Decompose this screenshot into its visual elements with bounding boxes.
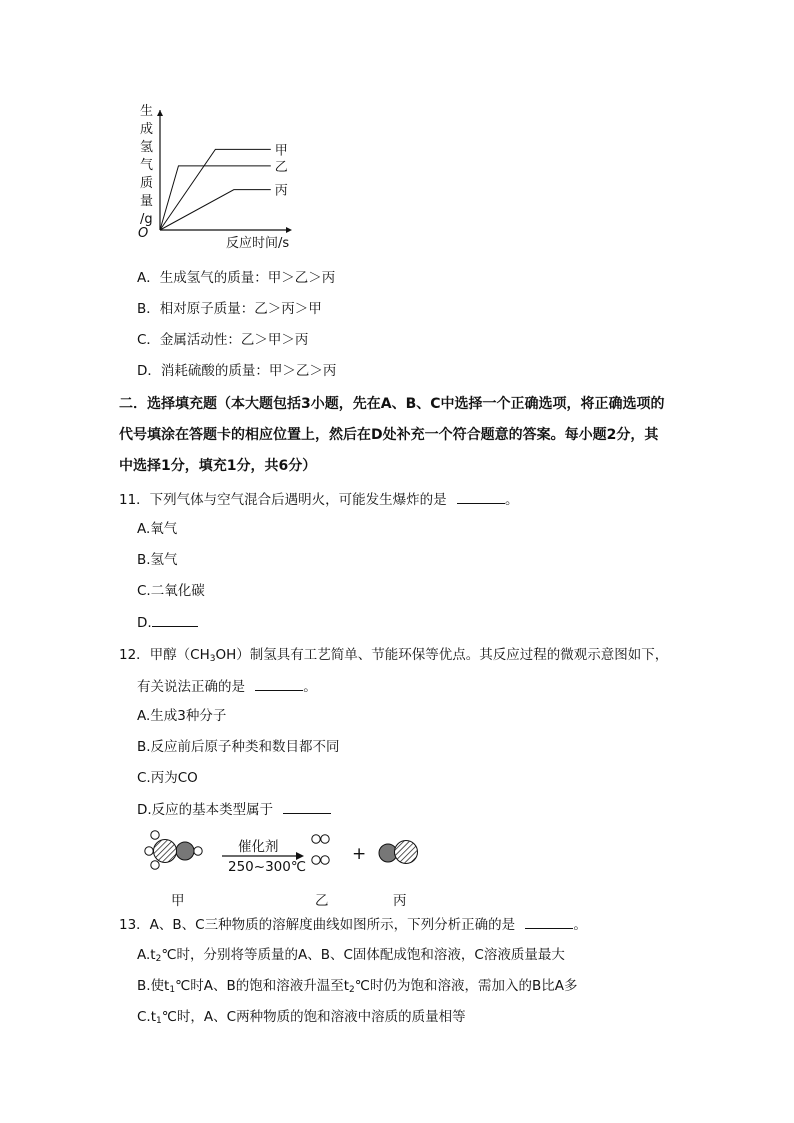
q12-period: 。	[303, 679, 317, 695]
q13-stem	[119, 914, 587, 935]
x-axis-arrow	[286, 227, 292, 233]
q11-option-d-blank[interactable]	[152, 612, 198, 627]
series-line-3	[160, 190, 271, 230]
q12-stem-part1: 12．甲醇（CH	[119, 647, 210, 663]
q13-option-b-part1: B.使t	[137, 978, 170, 994]
section2-header-line2: 代号填涂在答题卡的相应位置上，然后在D处补充一个符合题意的答案。每小题2分，其	[119, 427, 659, 443]
y-axis-label-char: 成	[140, 122, 154, 137]
q12-option-c: C.丙为CO	[137, 770, 198, 786]
q12-stem-part2: OH）制氢具有工艺简单、节能环保等优点。其反应过程的微观示意图如下，	[215, 647, 669, 663]
q13-option-c-part1: C.t	[137, 1009, 157, 1025]
q13-period: 。	[573, 917, 587, 933]
q11-option-b: B.氢气	[137, 552, 178, 568]
q13-option-a-sub: 2	[155, 954, 162, 964]
x-axis-label: 反应时间/s	[226, 236, 290, 251]
methanol-molecule	[145, 831, 202, 869]
series-label-2: 乙	[274, 159, 288, 175]
q13-option-b-sub2: 2	[349, 985, 355, 995]
q13-option-c	[137, 1007, 466, 1027]
q12-option-d-label: D.反应的基本类型属于	[137, 802, 274, 818]
q11-option-a: A.氧气	[137, 521, 178, 537]
q11-answer-blank[interactable]	[457, 489, 505, 504]
q12-stem2-text: 有关说法正确的是	[137, 679, 245, 695]
q12-stem-subscript: 3	[209, 654, 216, 664]
y-axis-label-char: 氢	[140, 140, 154, 155]
q12-option-d-blank[interactable]	[283, 799, 331, 814]
reaction-molecules	[130, 826, 430, 886]
q10-option-b: B．相对原子质量：乙＞丙＞甲	[137, 301, 322, 317]
q11-period: 。	[504, 492, 519, 508]
section2-header-line1: 二．选择填充题（本大题包括3小题，先在A、B、C中选择一个正确选项，将正确选项的	[119, 396, 665, 412]
reaction-micro-diagram	[130, 826, 430, 916]
q11-option-d-label: D.	[137, 615, 152, 631]
q13-option-b-part3: ℃时仍为饱和溶液，需加入的B比A多	[354, 978, 578, 994]
q13-option-a-part1: A.t	[137, 947, 156, 963]
y-axis-label-char: 质	[140, 176, 154, 191]
q13-option-b-part2: ℃时A、B的饱和溶液升温至t	[175, 978, 350, 994]
q11-stem	[119, 489, 518, 510]
label-jia: 甲	[171, 893, 185, 909]
hydrogen-mass-chart	[130, 100, 330, 260]
y-axis-label-char: 量	[140, 194, 154, 209]
y-axis-arrow	[157, 110, 163, 116]
plus-sign: +	[352, 844, 367, 864]
q12-option-d	[137, 799, 331, 820]
q12-stem-line2	[137, 676, 317, 697]
q11-option-c: C.二氧化碳	[137, 583, 205, 599]
q12-stem-line1	[119, 645, 668, 665]
series-label-1: 甲	[274, 143, 288, 159]
q10-option-d: D．消耗硫酸的质量：甲＞乙＞丙	[137, 363, 337, 379]
section2-header-line3: 中选择1分，填充1分，共6分）	[119, 458, 317, 474]
q13-stem-text: 13．A、B、C三种物质的溶解度曲线如图所示，下列分析正确的是	[119, 917, 516, 933]
y-axis-label-char: 气	[140, 158, 154, 173]
hydrogen-molecules	[312, 835, 329, 864]
q12-option-b: B.反应前后原子种类和数目都不同	[137, 739, 340, 755]
origin-label: O	[138, 226, 149, 241]
y-axis-label-char: /g	[140, 212, 153, 227]
carbon-monoxide-molecule	[379, 841, 418, 864]
q11-stem-text: 11．下列气体与空气混合后遇明火，可能发生爆炸的是	[119, 492, 447, 508]
q11-option-d	[137, 612, 198, 633]
label-bing: 丙	[393, 893, 407, 909]
label-yi: 乙	[315, 893, 329, 909]
q13-option-c-part2: ℃时，A、C两种物质的饱和溶液中溶质的质量相等	[161, 1009, 466, 1025]
q13-option-b-sub1: 1	[169, 985, 176, 995]
q10-option-c: C．金属活动性：乙＞甲＞丙	[137, 332, 309, 348]
q13-answer-blank[interactable]	[525, 914, 573, 929]
temperature-condition: 250~300℃	[228, 859, 307, 875]
q12-option-a: A.生成3种分子	[137, 708, 227, 724]
y-axis-label-char: 生	[140, 104, 154, 119]
q12-answer-blank[interactable]	[255, 676, 303, 691]
catalyst-label: 催化剂	[238, 839, 279, 855]
q10-option-a: A．生成氢气的质量：甲＞乙＞丙	[137, 270, 336, 286]
q13-option-a-part2: ℃时，分别将等质量的A、B、C固体配成饱和溶液，C溶液质量最大	[161, 947, 565, 963]
q13-option-b	[137, 976, 577, 996]
q13-option-c-sub: 1	[156, 1016, 162, 1026]
q13-option-a	[137, 945, 565, 965]
series-label-3: 丙	[274, 183, 288, 199]
